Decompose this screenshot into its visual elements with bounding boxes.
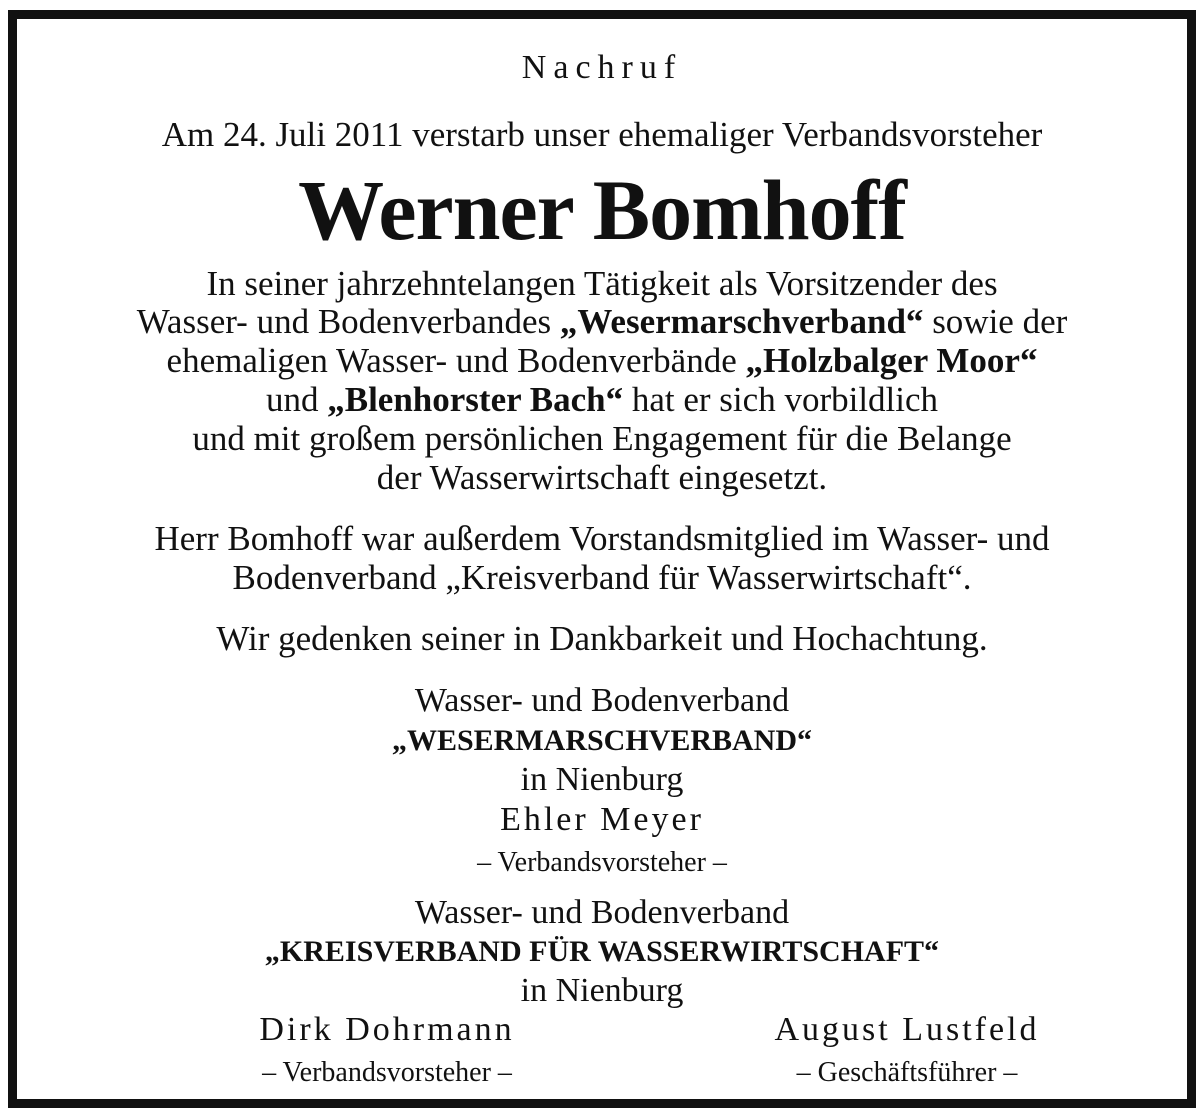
intro-line: Am 24. Juli 2011 verstarb unser ehemaliger Verbandsvorsteher [161,115,1043,154]
paragraph-1-line-3: ehemaligen Wasser- und Bodenverbände „Holzbalger Moor“ [166,341,1038,380]
org1-signatory-name: Ehler Meyer [500,801,704,838]
org2-signatory-right-name: August Lustfeld [774,1011,1040,1048]
obituary-frame [8,10,1196,1108]
paragraph-2-line-1: Herr Bomhoff war außerdem Vorstandsmitglied im Wasser- und [154,519,1050,558]
org-name-wesermarschverband: „Wesermarschverband“ [559,302,924,341]
org2-signatory-left-name: Dirk Dohrmann [259,1011,515,1048]
org2-signatory-left-role: – Verbandsvorsteher – [262,1057,512,1088]
paragraph-1-line-2: Wasser- und Bodenverbandes „Wesermarschverband“ sowie der [136,302,1068,341]
paragraph-1-line-5: und mit großem persönlichen Engagement für die Belange [192,419,1012,458]
closing-line: Wir gedenken seiner in Dankbarkeit und Hochachtung. [216,619,988,658]
paragraph-1-line-1: In seiner jahrzehntelangen Tätigkeit als Vorsitzender des [206,264,998,303]
paragraph-1-line-6: der Wasserwirtschaft eingesetzt. [376,458,828,497]
org-name-holzbalger-moor: „Holzbalger Moor“ [745,341,1038,380]
org1-location: in Nienburg [520,761,684,798]
notice-heading: Nachruf [521,49,683,86]
org2-name: „KREISVERBAND FÜR WASSERWIRTSCHAFT“ [264,935,940,968]
deceased-name: Werner Bomhoff [298,162,906,258]
org1-name: „WESERMARSCHVERBAND“ [391,724,813,757]
paragraph-2-line-2: Bodenverband „Kreisverband für Wasserwirtschaft“. [232,558,972,597]
org2-type: Wasser- und Bodenverband [414,894,790,931]
org1-type: Wasser- und Bodenverband [414,682,790,719]
org1-signatory-role: – Verbandsvorsteher – [477,847,727,878]
org2-location: in Nienburg [520,972,684,1009]
paragraph-1-line-4: und „Blenhorster Bach“ hat er sich vorbildlich [265,380,939,419]
org-name-blenhorster-bach: „Blenhorster Bach“ [327,380,624,419]
org2-signatory-right-role: – Geschäftsführer – [796,1057,1018,1088]
